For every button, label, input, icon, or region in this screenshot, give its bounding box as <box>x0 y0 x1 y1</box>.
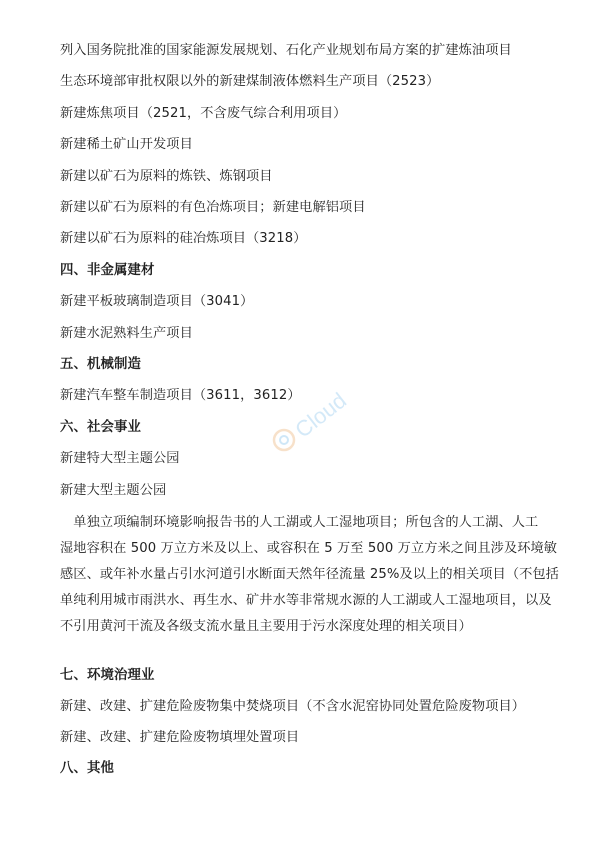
list-item: 新建平板玻璃制造项目（3041） <box>60 294 254 310</box>
paragraph-line: 不引用黄河干流及各级支流水量且主要用于污水深度处理的相关项目） <box>60 619 472 634</box>
list-item: 新建、改建、扩建危险废物填埋处置项目 <box>60 730 300 745</box>
paragraph-line: 感区、或年补水量占引水河道引水断面天然年径流量 25%及以上的相关项目（不包括 <box>60 567 559 582</box>
lake-wetland-paragraph <box>60 510 562 640</box>
paragraph-line: 单独立项编制环境影响报告书的人工湖或人工湿地项目；所包含的人工湖、人工 <box>60 515 539 530</box>
section-heading: 七、环境治理业 <box>60 668 155 683</box>
paragraph-line: 单纯利用城市雨洪水、再生水、矿井水等非常规水源的人工湖或人工湿地项目，以及 <box>60 593 552 608</box>
list-item: 新建以矿石为原料的有色冶炼项目；新建电解铝项目 <box>60 200 366 215</box>
list-item: 新建以矿石为原料的硅冶炼项目（3218） <box>60 231 307 247</box>
section-heading: 八、其他 <box>60 761 114 776</box>
cloud-watermark-icon <box>262 380 352 460</box>
watermark-text: Cloud <box>290 387 351 443</box>
list-item: 新建、改建、扩建危险废物集中焚烧项目（不含水泥窑协同处置危险废物项目） <box>60 699 526 714</box>
list-item: 新建稀土矿山开发项目 <box>60 137 193 153</box>
list-item: 新建汽车整车制造项目（3611，3612） <box>60 388 301 404</box>
list-item: 新建炼焦项目（2521，不含废气综合利用项目） <box>60 105 347 121</box>
list-item: 新建水泥熟料生产项目 <box>60 325 193 341</box>
list-item: 新建以矿石为原料的炼铁、炼钢项目 <box>60 168 273 184</box>
paragraph-line: 湿地容积在 500 万立方米及以上、或容积在 5 万至 500 万立方米之间且涉及环境敏 <box>60 541 558 556</box>
section-heading: 四、非金属建材 <box>60 262 155 278</box>
section-heading: 五、机械制造 <box>60 357 141 372</box>
list-item: 列入国务院批准的国家能源发展规划、石化产业规划布局方案的扩建炼油项目 <box>60 43 512 58</box>
section-heading: 六、社会事业 <box>60 419 141 435</box>
list-item: 新建特大型主题公园 <box>60 451 180 467</box>
list-item: 新建大型主题公园 <box>60 482 167 498</box>
list-item: 生态环境部审批权限以外的新建煤制液体燃料生产项目（2523） <box>60 74 440 90</box>
